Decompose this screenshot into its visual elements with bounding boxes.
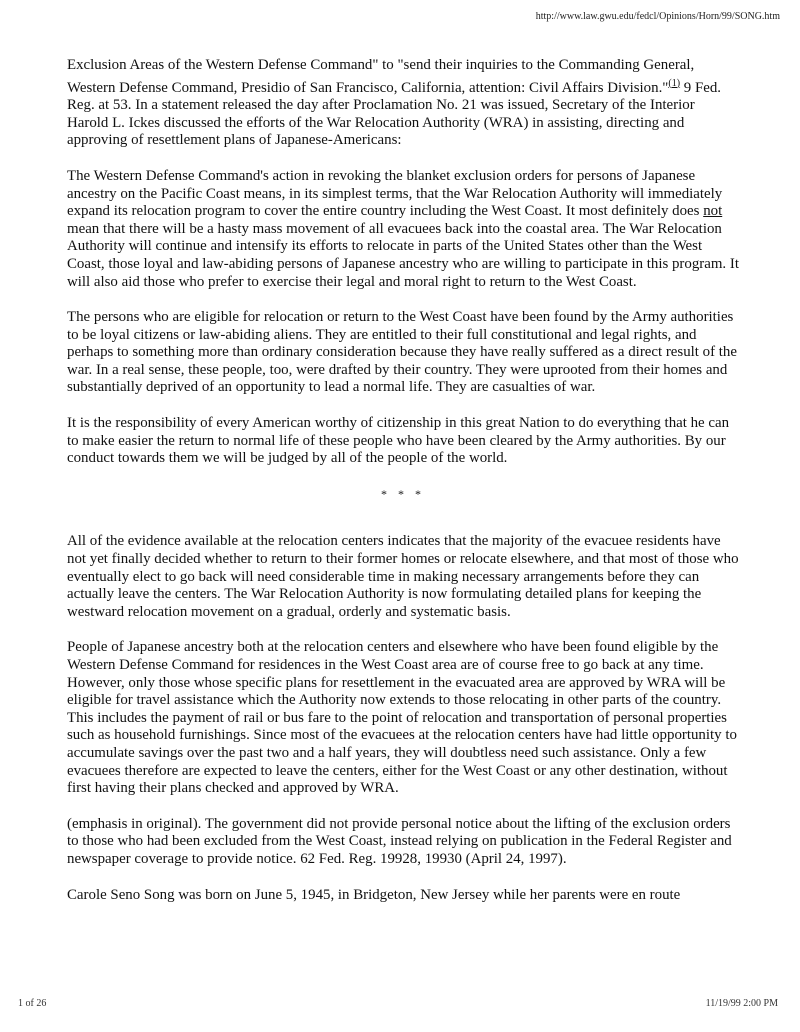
page-url: http://www.law.gwu.edu/fedcl/Opinions/Horn/99/SONG.htm — [535, 11, 780, 22]
footnote-link[interactable]: (1) — [668, 77, 681, 89]
paragraph-8: Carole Seno Song was born on June 5, 1945, in Bridgeton, New Jersey while her parents were en route — [67, 886, 681, 903]
paragraph-1-text-a: Exclusion Areas of the Western Defense Command" to "send their inquiries to the Commanding General, Western Defense Command, Presidio of San Francisco, California, attention: Civil Affairs Division." — [67, 57, 695, 96]
paragraph-1-text-b: 9 Fed. Reg. at 53. In a statement released the day after Proclamation No. 21 was issued, Secretary of the Interior Harold L. Ickes discussed the efforts of the War Relocation Authority (WRA) in assisting, directing and approving of resettlement plans of Japanese-Americans: — [67, 79, 721, 149]
paragraph-5: All of the evidence available at the relocation centers indicates that the majority of the evacuee residents have not yet finally decided whether to return to their former homes or relocate elsewhere, and that most of those who eventually elect to go back will need considerable time in making necessary arrangements before they can actually leave the centers. The War Relocation Authority is now formulating detailed plans for keeping the westward relocation movement on a gradual, orderly and systematic basis. — [67, 533, 739, 620]
document-body — [67, 57, 739, 922]
paragraph-2-text-a: The Western Defense Command's action in revoking the blanket exclusion orders for persons of Japanese ancestry on the Pacific Coast means, in its simplest terms, that the War Relocation Authority will immediately expand its relocation program to cover the entire country including the West Coast. It most definitely does — [67, 167, 723, 220]
print-datetime: 11/19/99 2:00 PM — [705, 998, 778, 1009]
paragraph-4: It is the responsibility of every American worthy of citizenship in this great Nation to do everything that he can to make easier the return to normal life of these people who have been cleared by the Army authorities. By our conduct towards them we will be judged by all of the people of the world. — [67, 415, 730, 467]
section-separator: * * * — [381, 486, 425, 501]
emphasis-not: not — [703, 203, 723, 220]
paragraph-2 — [67, 168, 739, 291]
paragraph-6: People of Japanese ancestry both at the relocation centers and elsewhere who have been found eligible by the Western Defense Command for residences in the West Coast area are of course free to go back at any time. However, only those whose specific plans for resettlement in the evacuated area are approved by WRA will be eligible for travel assistance which the Authority now extends to those relocating in other parts of the country. This includes the payment of rail or bus fare to the point of relocation and transportation of personal properties such as household furnishings. Since most of the evacuees at the relocation centers have had little opportunity to accumulate savings over the past two and a half years, they will doubtless need such assistance. Only a few evacuees therefore are expected to leave the centers, either for the West Coast or any other destination, without first having their plans checked and approved by WRA. — [67, 639, 737, 797]
page-number: 1 of 26 — [18, 998, 47, 1009]
paragraph-3: The persons who are eligible for relocation or return to the West Coast have been found by the Army authorities to be loyal citizens or law-abiding aliens. They are entitled to their full constitutional and legal rights, and perhaps to something more than ordinary consideration because they have really suffered as a direct result of the war. In a real sense, these people, too, were drafted by their country. They were uprooted from their homes and substantially deprived of an opportunity to lead a normal life. They are casualties of war. — [67, 309, 737, 396]
paragraph-7: (emphasis in original). The government did not provide personal notice about the lifting of the exclusion orders to those who had been excluded from the West Coast, instead relying on publication in the Federal Register and newspaper coverage to provide notice. 62 Fed. Reg. 19928, 19930 (April 24, 1997). — [67, 815, 732, 867]
paragraph-1 — [67, 57, 739, 150]
paragraph-2-text-b: mean that there will be a hasty mass movement of all evacuees back into the coastal area. The War Relocation Authority will continue and intensify its efforts to relocate in parts of the United States other than the West Coast, those loyal and law-abiding persons of Japanese ancestry who are willing to participate in this program. It will also aid those who prefer to exercise their legal and moral right to return to the West Coast. — [67, 220, 739, 290]
